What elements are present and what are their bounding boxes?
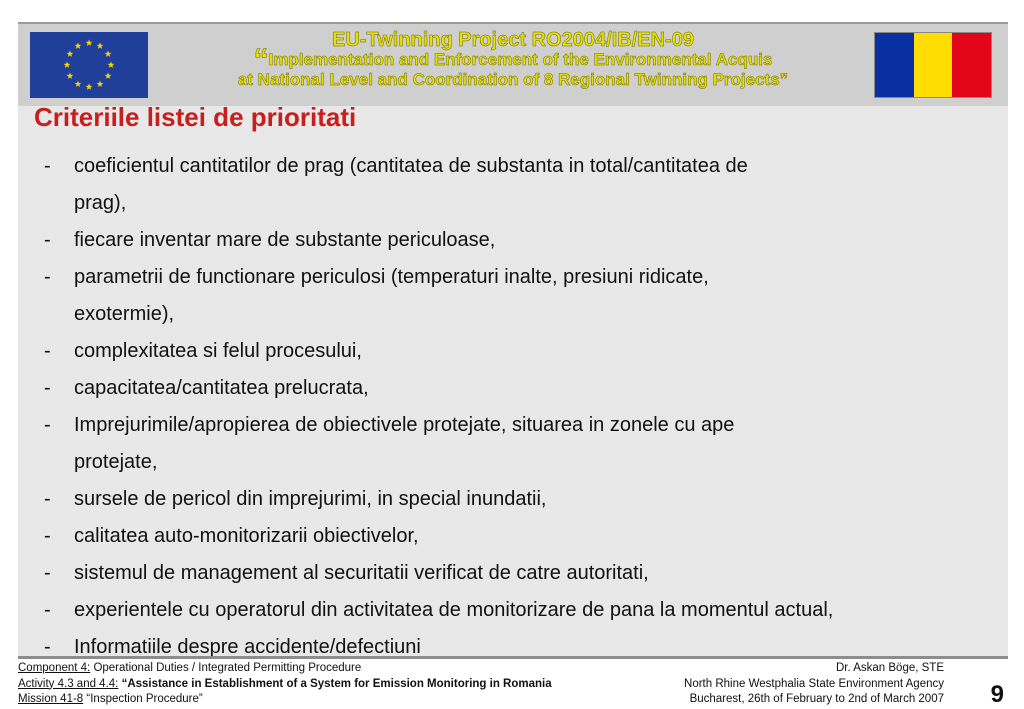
footer-component: Component 4: Operational Duties / Integrated Permitting Procedure	[18, 662, 362, 674]
criteria-item	[44, 407, 1004, 444]
eu-star-icon	[108, 61, 115, 68]
footer-left	[18, 661, 552, 708]
project-subtitle-2: at National Level and Coordination of 8 Regional Twinning Projects”	[237, 70, 789, 89]
criteria-item	[44, 185, 1004, 222]
criteria-item	[44, 333, 1004, 370]
bullet-dash: -	[44, 562, 51, 584]
criteria-text: capacitatea/cantitatea prelucrata,	[74, 377, 369, 399]
criteria-item	[44, 518, 1004, 555]
footer-mission: Mission 41-8 “Inspection Procedure”	[18, 693, 203, 705]
criteria-text: exotermie),	[74, 303, 175, 325]
slide-title: Criteriile listei de prioritati	[34, 102, 357, 132]
project-code: EU-Twinning Project RO2004/IB/EN-09	[332, 29, 694, 51]
eu-star-icon	[105, 50, 112, 57]
eu-star-icon	[75, 42, 82, 49]
criteria-item	[44, 259, 1004, 296]
footer-date: Bucharest, 26th of February to 2nd of March 2007	[689, 693, 944, 705]
bullet-dash: -	[44, 599, 51, 621]
criteria-text: sistemul de management al securitatii verificat de catre autoritati,	[74, 562, 649, 584]
slide-area	[18, 22, 1008, 656]
project-title	[168, 30, 858, 90]
criteria-item	[44, 481, 1004, 518]
criteria-text: prag),	[74, 192, 127, 214]
footer-author: Dr. Askan Böge, STE	[835, 662, 944, 674]
bullet-dash: -	[44, 155, 51, 177]
criteria-list	[44, 148, 1004, 656]
romania-flag-icon	[874, 32, 992, 98]
eu-star-icon	[97, 80, 104, 87]
criteria-text: parametrii de functionare periculosi (temperaturi inalte, presiuni ridicate,	[74, 266, 709, 288]
criteria-text: coeficientul cantitatilor de prag (cantitatea de substanta in total/cantitatea de	[74, 155, 748, 177]
bullet-dash: -	[44, 229, 51, 251]
criteria-text: calitatea auto-monitorizarii obiectivelor,	[74, 525, 419, 547]
footer	[18, 656, 1008, 709]
footer-right	[684, 661, 944, 708]
eu-stars	[30, 32, 148, 98]
footer-activity: Activity 4.3 and 4.4: “Assistance in Establishment of a System for Emission Monitoring in Romania	[18, 677, 552, 690]
criteria-item	[44, 555, 1004, 592]
eu-star-icon	[64, 61, 71, 68]
header-banner	[18, 24, 1008, 106]
eu-star-icon	[105, 72, 112, 79]
eu-star-icon	[86, 83, 93, 90]
bullet-dash: -	[44, 636, 51, 656]
bullet-dash: -	[44, 340, 51, 362]
bullet-dash: -	[44, 414, 51, 436]
bullet-dash: -	[44, 266, 51, 288]
page-number: 9	[990, 681, 1004, 708]
criteria-text: sursele de pericol din imprejurimi, in special inundatii,	[74, 488, 547, 510]
criteria-text: complexitatea si felul procesului,	[74, 340, 362, 362]
bullet-dash: -	[44, 488, 51, 510]
project-subtitle: Implementation and Enforcement of the Environmental Acquis	[268, 50, 773, 69]
criteria-item	[44, 592, 1004, 629]
criteria-text: Informatiile despre accidente/defectiuni	[74, 636, 421, 656]
criteria-item	[44, 296, 1004, 333]
criteria-text: experientele cu operatorul din activitatea de monitorizare de pana la momentul actual,	[74, 599, 834, 621]
eu-flag-icon	[30, 32, 148, 98]
criteria-item	[44, 148, 1004, 185]
footer-agency: North Rhine Westphalia State Environment Agency	[684, 677, 944, 690]
criteria-item	[44, 629, 1004, 656]
criteria-item	[44, 370, 1004, 407]
open-quote: “	[253, 43, 269, 76]
bullet-dash: -	[44, 525, 51, 547]
eu-star-icon	[97, 42, 104, 49]
eu-star-icon	[67, 72, 74, 79]
criteria-text: Imprejurimile/apropierea de obiectivele protejate, situarea in zonele cu ape	[74, 414, 735, 436]
criteria-item	[44, 444, 1004, 481]
criteria-text: protejate,	[74, 451, 158, 473]
eu-star-icon	[67, 50, 74, 57]
eu-star-icon	[86, 39, 93, 46]
eu-star-icon	[75, 80, 82, 87]
bullet-dash: -	[44, 377, 51, 399]
criteria-item	[44, 222, 1004, 259]
criteria-text: fiecare inventar mare de substante periculoase,	[74, 229, 496, 251]
